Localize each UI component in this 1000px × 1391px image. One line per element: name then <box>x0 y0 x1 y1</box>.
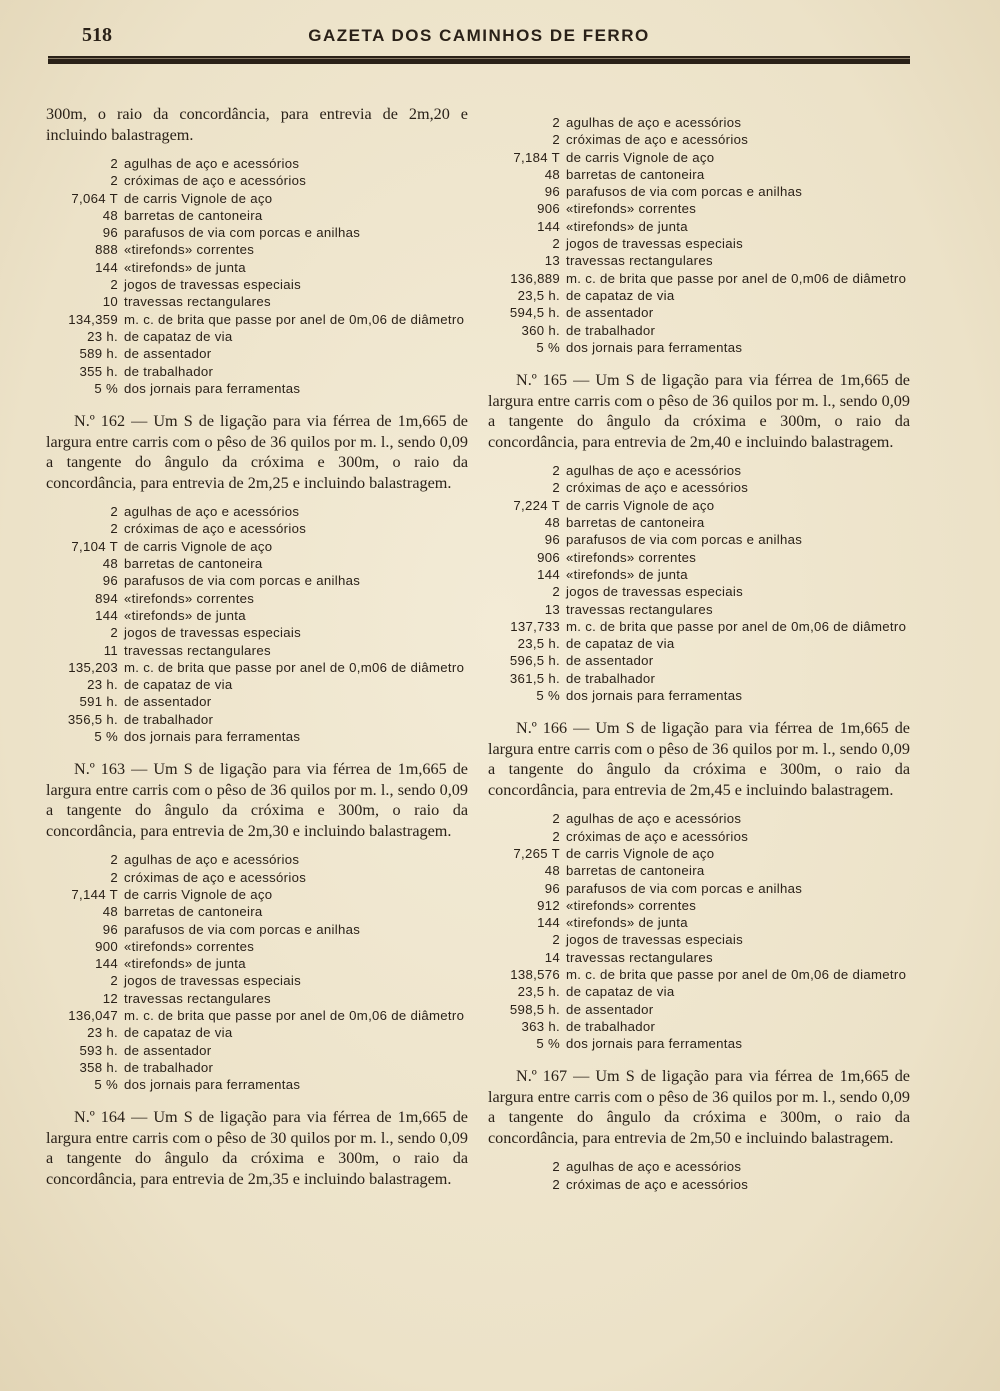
quantity: 2 <box>110 156 118 171</box>
quantity: 96 <box>102 225 118 241</box>
quantity: 136,047 <box>68 1007 118 1023</box>
quantity: 48 <box>544 515 560 531</box>
item-description: cróximas de aço e acessórios <box>124 173 307 189</box>
quantity: 48 <box>102 904 118 920</box>
item-description: de assentador <box>124 694 212 710</box>
item-description: de trabalhador <box>566 322 656 338</box>
materials-row <box>46 590 468 607</box>
quantity: 96 <box>102 921 118 937</box>
item-description: m. c. de brita que passe por anel de 0m,06 de diâmetro <box>566 618 907 634</box>
materials-row <box>46 363 468 380</box>
item-description: barretas de cantoneira <box>566 166 705 182</box>
page-header <box>48 22 910 52</box>
item-description: «tirefonds» correntes <box>124 590 255 606</box>
quantity: 7,184 T <box>513 149 560 165</box>
quantity: 894 <box>95 590 118 606</box>
quantity: 23 h. <box>87 1025 118 1041</box>
quantity: 589 h. <box>79 346 118 362</box>
quantity: 5 % <box>94 1077 118 1093</box>
item-description: de capataz de via <box>566 636 675 652</box>
materials-row <box>46 1024 468 1041</box>
item-description: barretas de cantoneira <box>124 207 263 223</box>
item-description: de carris Vignole de aço <box>124 886 273 902</box>
item-description: agulhas de aço e acessórios <box>566 463 742 479</box>
quantity: 2 <box>552 811 560 827</box>
materials-row <box>488 531 910 548</box>
materials-row <box>46 676 468 693</box>
item-description: parafusos de via com porcas e anilhas <box>124 225 361 241</box>
materials-row <box>46 572 468 589</box>
materials-row <box>488 270 910 287</box>
materials-row <box>46 520 468 537</box>
item-description: dos jornais para ferramentas <box>124 1077 301 1093</box>
quantity: 2 <box>552 463 560 479</box>
materials-row <box>488 131 910 148</box>
materials-row <box>46 659 468 676</box>
quantity: 48 <box>544 863 560 879</box>
item-description: «tirefonds» de junta <box>124 259 246 275</box>
item-description: agulhas de aço e acessórios <box>124 504 300 520</box>
item-description: dos jornais para ferramentas <box>124 729 301 745</box>
header-rule <box>48 56 910 64</box>
item-description: parafusos de via com porcas e anilhas <box>124 573 361 589</box>
item-description: de trabalhador <box>566 1018 656 1034</box>
item-description: de carris Vignole de aço <box>124 538 273 554</box>
quantity: 356,5 h. <box>67 711 118 727</box>
quantity: 2 <box>110 973 118 989</box>
materials-row <box>488 479 910 496</box>
quantity: 144 <box>537 218 560 234</box>
item-description: travessas rectangulares <box>124 990 271 1006</box>
materials-row <box>488 322 910 339</box>
materials-row <box>46 259 468 276</box>
quantity: 136,889 <box>510 270 560 286</box>
quantity: 2 <box>552 828 560 844</box>
item-description: de trabalhador <box>566 670 656 686</box>
materials-row <box>488 339 910 356</box>
materials-row <box>46 1007 468 1024</box>
materials-row <box>488 618 910 635</box>
quantity: 144 <box>95 607 118 623</box>
quantity: 7,064 T <box>71 190 118 206</box>
item-description: agulhas de aço e acessórios <box>566 115 742 130</box>
right-column <box>488 104 910 1207</box>
materials-row <box>488 1001 910 1018</box>
materials-row <box>488 845 910 862</box>
quantity: 14 <box>544 949 560 965</box>
item-description: jogos de travessas especiais <box>566 584 743 600</box>
quantity: 361,5 h. <box>509 670 560 686</box>
section-paragraph: N.º 164 — Um S de ligação para via férrea de 1m,665 de largura entre carris com o pêso de 30 quilos por m. l., sendo 0,09 a tangente do ângulo da cróxima e 300m, o raio da concordância, para entrevia de 2m,35 e incluindo balastragem. <box>46 1108 468 1188</box>
materials-row <box>488 983 910 1000</box>
item-description: de carris Vignole de aço <box>124 190 273 206</box>
quantity: 355 h. <box>79 363 118 379</box>
item-description: jogos de travessas especiais <box>566 932 743 948</box>
materials-row <box>46 607 468 624</box>
quantity: 2 <box>552 132 560 148</box>
quantity: 5 % <box>536 688 560 704</box>
quantity: 2 <box>110 173 118 189</box>
materials-row <box>488 670 910 687</box>
quantity: 2 <box>110 277 118 293</box>
materials-row <box>488 462 910 479</box>
section-paragraph: N.º 163 — Um S de ligação para via férrea de 1m,665 de largura entre carris com o pêso de 36 quilos por m. l., sendo 0,09 a tangente do ângulo da cróxima e 300m, o raio da concordância, para entrevia de 2m,30 e incluindo balastragem. <box>46 760 468 840</box>
quantity: 144 <box>95 259 118 275</box>
item-description: parafusos de via com porcas e anilhas <box>566 880 803 896</box>
quantity: 594,5 h. <box>509 305 560 321</box>
quantity: 2 <box>552 115 560 130</box>
materials-row <box>488 497 910 514</box>
materials-row <box>46 1076 468 1093</box>
materials-row <box>46 555 468 572</box>
materials-row <box>46 155 468 172</box>
materials-row <box>46 328 468 345</box>
materials-row <box>488 252 910 269</box>
materials-row <box>46 1059 468 1076</box>
section-paragraph: N.º 165 — Um S de ligação para via férrea de 1m,665 de largura entre carris com o pêso de 36 quilos por m. l., sendo 0,09 a tangente do ângulo da cróxima e 300m, o raio da concordância, para entrevia de 2m,40 e incluindo balastragem. <box>488 371 910 451</box>
materials-row <box>488 114 910 131</box>
materials-row <box>488 218 910 235</box>
materials-row <box>46 938 468 955</box>
item-description: m. c. de brita que passe por anel de 0m,06 de diametro <box>566 966 907 982</box>
materials-list <box>488 810 910 1052</box>
item-description: de assentador <box>566 1001 654 1017</box>
materials-row <box>488 166 910 183</box>
quantity: 144 <box>95 956 118 972</box>
materials-row <box>488 549 910 566</box>
quantity: 11 <box>103 642 118 658</box>
item-description: cróximas de aço e acessórios <box>566 132 749 148</box>
item-description: barretas de cantoneira <box>566 863 705 879</box>
materials-row <box>46 990 468 1007</box>
quantity: 23 h. <box>87 328 118 344</box>
materials-row <box>488 949 910 966</box>
quantity: 5 % <box>94 729 118 745</box>
item-description: m. c. de brita que passe por anel de 0,m06 de diâmetro <box>124 659 465 675</box>
materials-row <box>488 1035 910 1052</box>
item-description: de assentador <box>566 653 654 669</box>
quantity: 134,359 <box>68 311 118 327</box>
quantity: 360 h. <box>521 322 560 338</box>
item-description: m. c. de brita que passe por anel de 0m,06 de diâmetro <box>124 311 465 327</box>
item-description: de capataz de via <box>124 1025 233 1041</box>
item-description: jogos de travessas especiais <box>566 236 743 252</box>
materials-row <box>488 914 910 931</box>
quantity: 144 <box>537 566 560 582</box>
materials-row <box>46 293 468 310</box>
item-description: de capataz de via <box>124 328 233 344</box>
materials-row <box>46 276 468 293</box>
materials-row <box>488 810 910 827</box>
quantity: 888 <box>95 242 118 258</box>
item-description: dos jornais para ferramentas <box>124 380 301 396</box>
quantity: 900 <box>95 938 118 954</box>
quantity: 598,5 h. <box>509 1001 560 1017</box>
quantity: 912 <box>537 897 560 913</box>
item-description: de trabalhador <box>124 1059 214 1075</box>
quantity: 48 <box>102 207 118 223</box>
materials-row <box>488 966 910 983</box>
materials-row <box>488 931 910 948</box>
quantity: 5 % <box>94 380 118 396</box>
materials-row <box>46 955 468 972</box>
materials-list <box>46 851 468 1093</box>
materials-row <box>488 149 910 166</box>
materials-row <box>46 172 468 189</box>
item-description: «tirefonds» de junta <box>566 218 688 234</box>
quantity: 5 % <box>536 339 560 355</box>
quantity: 5 % <box>536 1036 560 1052</box>
quantity: 23,5 h. <box>517 636 560 652</box>
quantity: 13 <box>544 601 560 617</box>
materials-row <box>46 503 468 520</box>
materials-row <box>488 304 910 321</box>
quantity: 906 <box>537 549 560 565</box>
quantity: 96 <box>544 880 560 896</box>
materials-row <box>46 190 468 207</box>
quantity: 48 <box>102 556 118 572</box>
materials-row <box>46 345 468 362</box>
materials-row <box>46 921 468 938</box>
item-description: agulhas de aço e acessórios <box>566 811 742 827</box>
materials-row <box>46 711 468 728</box>
item-description: cróximas de aço e acessórios <box>566 480 749 496</box>
section-paragraph: N.º 167 — Um S de ligação para via férrea de 1m,665 de largura entre carris com o pêso de 36 quilos por m. l., sendo 0,09 a tangente do ângulo da cróxima e 300m, o raio da concordância, para entrevia de 2m,50 e incluindo balastragem. <box>488 1067 910 1147</box>
quantity: 2 <box>110 521 118 537</box>
materials-row <box>488 687 910 704</box>
quantity: 144 <box>537 915 560 931</box>
materials-list <box>488 114 910 356</box>
item-description: m. c. de brita que passe por anel de 0,m06 de diâmetro <box>566 270 907 286</box>
item-description: dos jornais para ferramentas <box>566 688 743 704</box>
item-description: barretas de cantoneira <box>124 556 263 572</box>
materials-row <box>46 624 468 641</box>
quantity: 23,5 h. <box>517 984 560 1000</box>
item-description: parafusos de via com porcas e anilhas <box>124 921 361 937</box>
materials-row <box>46 903 468 920</box>
quantity: 23,5 h. <box>517 287 560 303</box>
item-description: jogos de travessas especiais <box>124 973 301 989</box>
materials-row <box>46 972 468 989</box>
quantity: 593 h. <box>79 1042 118 1058</box>
materials-row <box>488 1176 910 1193</box>
section-paragraph: N.º 162 — Um S de ligação para via férrea de 1m,665 de largura entre carris com o pêso de 36 quilos por m. l., sendo 0,09 a tangente do ângulo da cróxima e 300m, o raio da concordância, para entrevia de 2m,25 e incluindo balastragem. <box>46 412 468 492</box>
materials-row <box>46 851 468 868</box>
quantity: 2 <box>552 932 560 948</box>
materials-row <box>488 1158 910 1175</box>
item-description: de trabalhador <box>124 363 214 379</box>
item-description: de carris Vignole de aço <box>566 497 715 513</box>
quantity: 2 <box>110 625 118 641</box>
materials-row <box>488 862 910 879</box>
page-number: 518 <box>82 24 112 46</box>
quantity: 96 <box>544 532 560 548</box>
item-description: «tirefonds» de junta <box>566 566 688 582</box>
materials-row <box>46 693 468 710</box>
item-description: dos jornais para ferramentas <box>566 1036 743 1052</box>
materials-row <box>488 583 910 600</box>
quantity: 7,265 T <box>513 845 560 861</box>
item-description: «tirefonds» correntes <box>566 549 697 565</box>
item-description: agulhas de aço e acessórios <box>124 852 300 868</box>
item-description: barretas de cantoneira <box>124 904 263 920</box>
quantity: 13 <box>544 253 560 269</box>
item-description: parafusos de via com porcas e anilhas <box>566 532 803 548</box>
materials-row <box>46 1042 468 1059</box>
quantity: 2 <box>552 236 560 252</box>
materials-row <box>46 241 468 258</box>
quantity: 135,203 <box>68 659 118 675</box>
materials-row <box>46 538 468 555</box>
materials-row <box>488 514 910 531</box>
quantity: 138,576 <box>510 966 560 982</box>
item-description: agulhas de aço e acessórios <box>124 156 300 171</box>
quantity: 137,733 <box>510 618 560 634</box>
materials-list <box>46 155 468 397</box>
quantity: 363 h. <box>521 1018 560 1034</box>
item-description: travessas rectangulares <box>566 601 713 617</box>
materials-row <box>46 380 468 397</box>
quantity: 48 <box>544 166 560 182</box>
quantity: 2 <box>552 480 560 496</box>
item-description: «tirefonds» correntes <box>124 938 255 954</box>
item-description: barretas de cantoneira <box>566 515 705 531</box>
materials-row <box>46 642 468 659</box>
item-description: «tirefonds» de junta <box>124 607 246 623</box>
item-description: de carris Vignole de aço <box>566 845 715 861</box>
section-paragraph: 300m, o raio da concordância, para entrevia de 2m,20 e incluindo balastragem. <box>46 105 468 144</box>
item-description: de assentador <box>566 305 654 321</box>
quantity: 10 <box>102 294 118 310</box>
materials-row <box>488 235 910 252</box>
item-description: m. c. de brita que passe por anel de 0m,06 de diâmetro <box>124 1007 465 1023</box>
materials-row <box>46 224 468 241</box>
item-description: travessas rectangulares <box>124 294 271 310</box>
item-description: agulhas de aço e acessórios <box>566 1159 742 1175</box>
item-description: «tirefonds» de junta <box>566 915 688 931</box>
item-description: jogos de travessas especiais <box>124 625 301 641</box>
quantity: 96 <box>544 184 560 200</box>
quantity: 2 <box>110 869 118 885</box>
item-description: cróximas de aço e acessórios <box>566 1176 749 1192</box>
quantity: 96 <box>102 573 118 589</box>
materials-row <box>488 601 910 618</box>
materials-row <box>46 869 468 886</box>
quantity: 7,144 T <box>71 886 118 902</box>
quantity: 12 <box>102 990 118 1006</box>
materials-list <box>488 462 910 704</box>
materials-row <box>46 207 468 224</box>
quantity: 906 <box>537 201 560 217</box>
materials-row <box>488 566 910 583</box>
item-description: de assentador <box>124 346 212 362</box>
materials-list <box>46 503 468 745</box>
materials-row <box>488 287 910 304</box>
quantity: 7,104 T <box>71 538 118 554</box>
item-description: de capataz de via <box>124 677 233 693</box>
item-description: «tirefonds» correntes <box>124 242 255 258</box>
running-title: GAZETA DOS CAMINHOS DE FERRO <box>308 26 650 45</box>
item-description: de capataz de via <box>566 287 675 303</box>
item-description: travessas rectangulares <box>566 253 713 269</box>
quantity: 2 <box>552 1176 560 1192</box>
materials-row <box>46 886 468 903</box>
section-paragraph: N.º 166 — Um S de ligação para via férrea de 1m,665 de largura entre carris com o pêso de 36 quilos por m. l., sendo 0,09 a tangente do ângulo da cróxima e 300m, o raio da concordância, para entrevia de 2m,45 e incluindo balastragem. <box>488 719 910 799</box>
materials-row <box>488 652 910 669</box>
left-column <box>46 104 468 1189</box>
item-description: cróximas de aço e acessórios <box>124 521 307 537</box>
quantity: 2 <box>110 852 118 868</box>
materials-row <box>488 635 910 652</box>
materials-row <box>488 880 910 897</box>
item-description: de carris Vignole de aço <box>566 149 715 165</box>
quantity: 2 <box>552 584 560 600</box>
materials-row <box>488 200 910 217</box>
quantity: 2 <box>110 504 118 520</box>
item-description: parafusos de via com porcas e anilhas <box>566 184 803 200</box>
item-description: de assentador <box>124 1042 212 1058</box>
materials-row <box>488 183 910 200</box>
quantity: 23 h. <box>87 677 118 693</box>
materials-list <box>488 1158 910 1193</box>
quantity: 2 <box>552 1159 560 1175</box>
quantity: 596,5 h. <box>509 653 560 669</box>
item-description: cróximas de aço e acessórios <box>566 828 749 844</box>
item-description: «tirefonds» correntes <box>566 897 697 913</box>
materials-row <box>488 1018 910 1035</box>
item-description: jogos de travessas especiais <box>124 277 301 293</box>
item-description: travessas rectangulares <box>566 949 713 965</box>
item-description: «tirefonds» correntes <box>566 201 697 217</box>
quantity: 7,224 T <box>513 497 560 513</box>
item-description: «tirefonds» de junta <box>124 956 246 972</box>
quantity: 591 h. <box>79 694 118 710</box>
materials-row <box>46 311 468 328</box>
item-description: de trabalhador <box>124 711 214 727</box>
quantity: 358 h. <box>79 1059 118 1075</box>
materials-row <box>488 897 910 914</box>
materials-row <box>46 728 468 745</box>
item-description: dos jornais para ferramentas <box>566 339 743 355</box>
item-description: cróximas de aço e acessórios <box>124 869 307 885</box>
item-description: travessas rectangulares <box>124 642 271 658</box>
materials-row <box>488 828 910 845</box>
item-description: de capataz de via <box>566 984 675 1000</box>
